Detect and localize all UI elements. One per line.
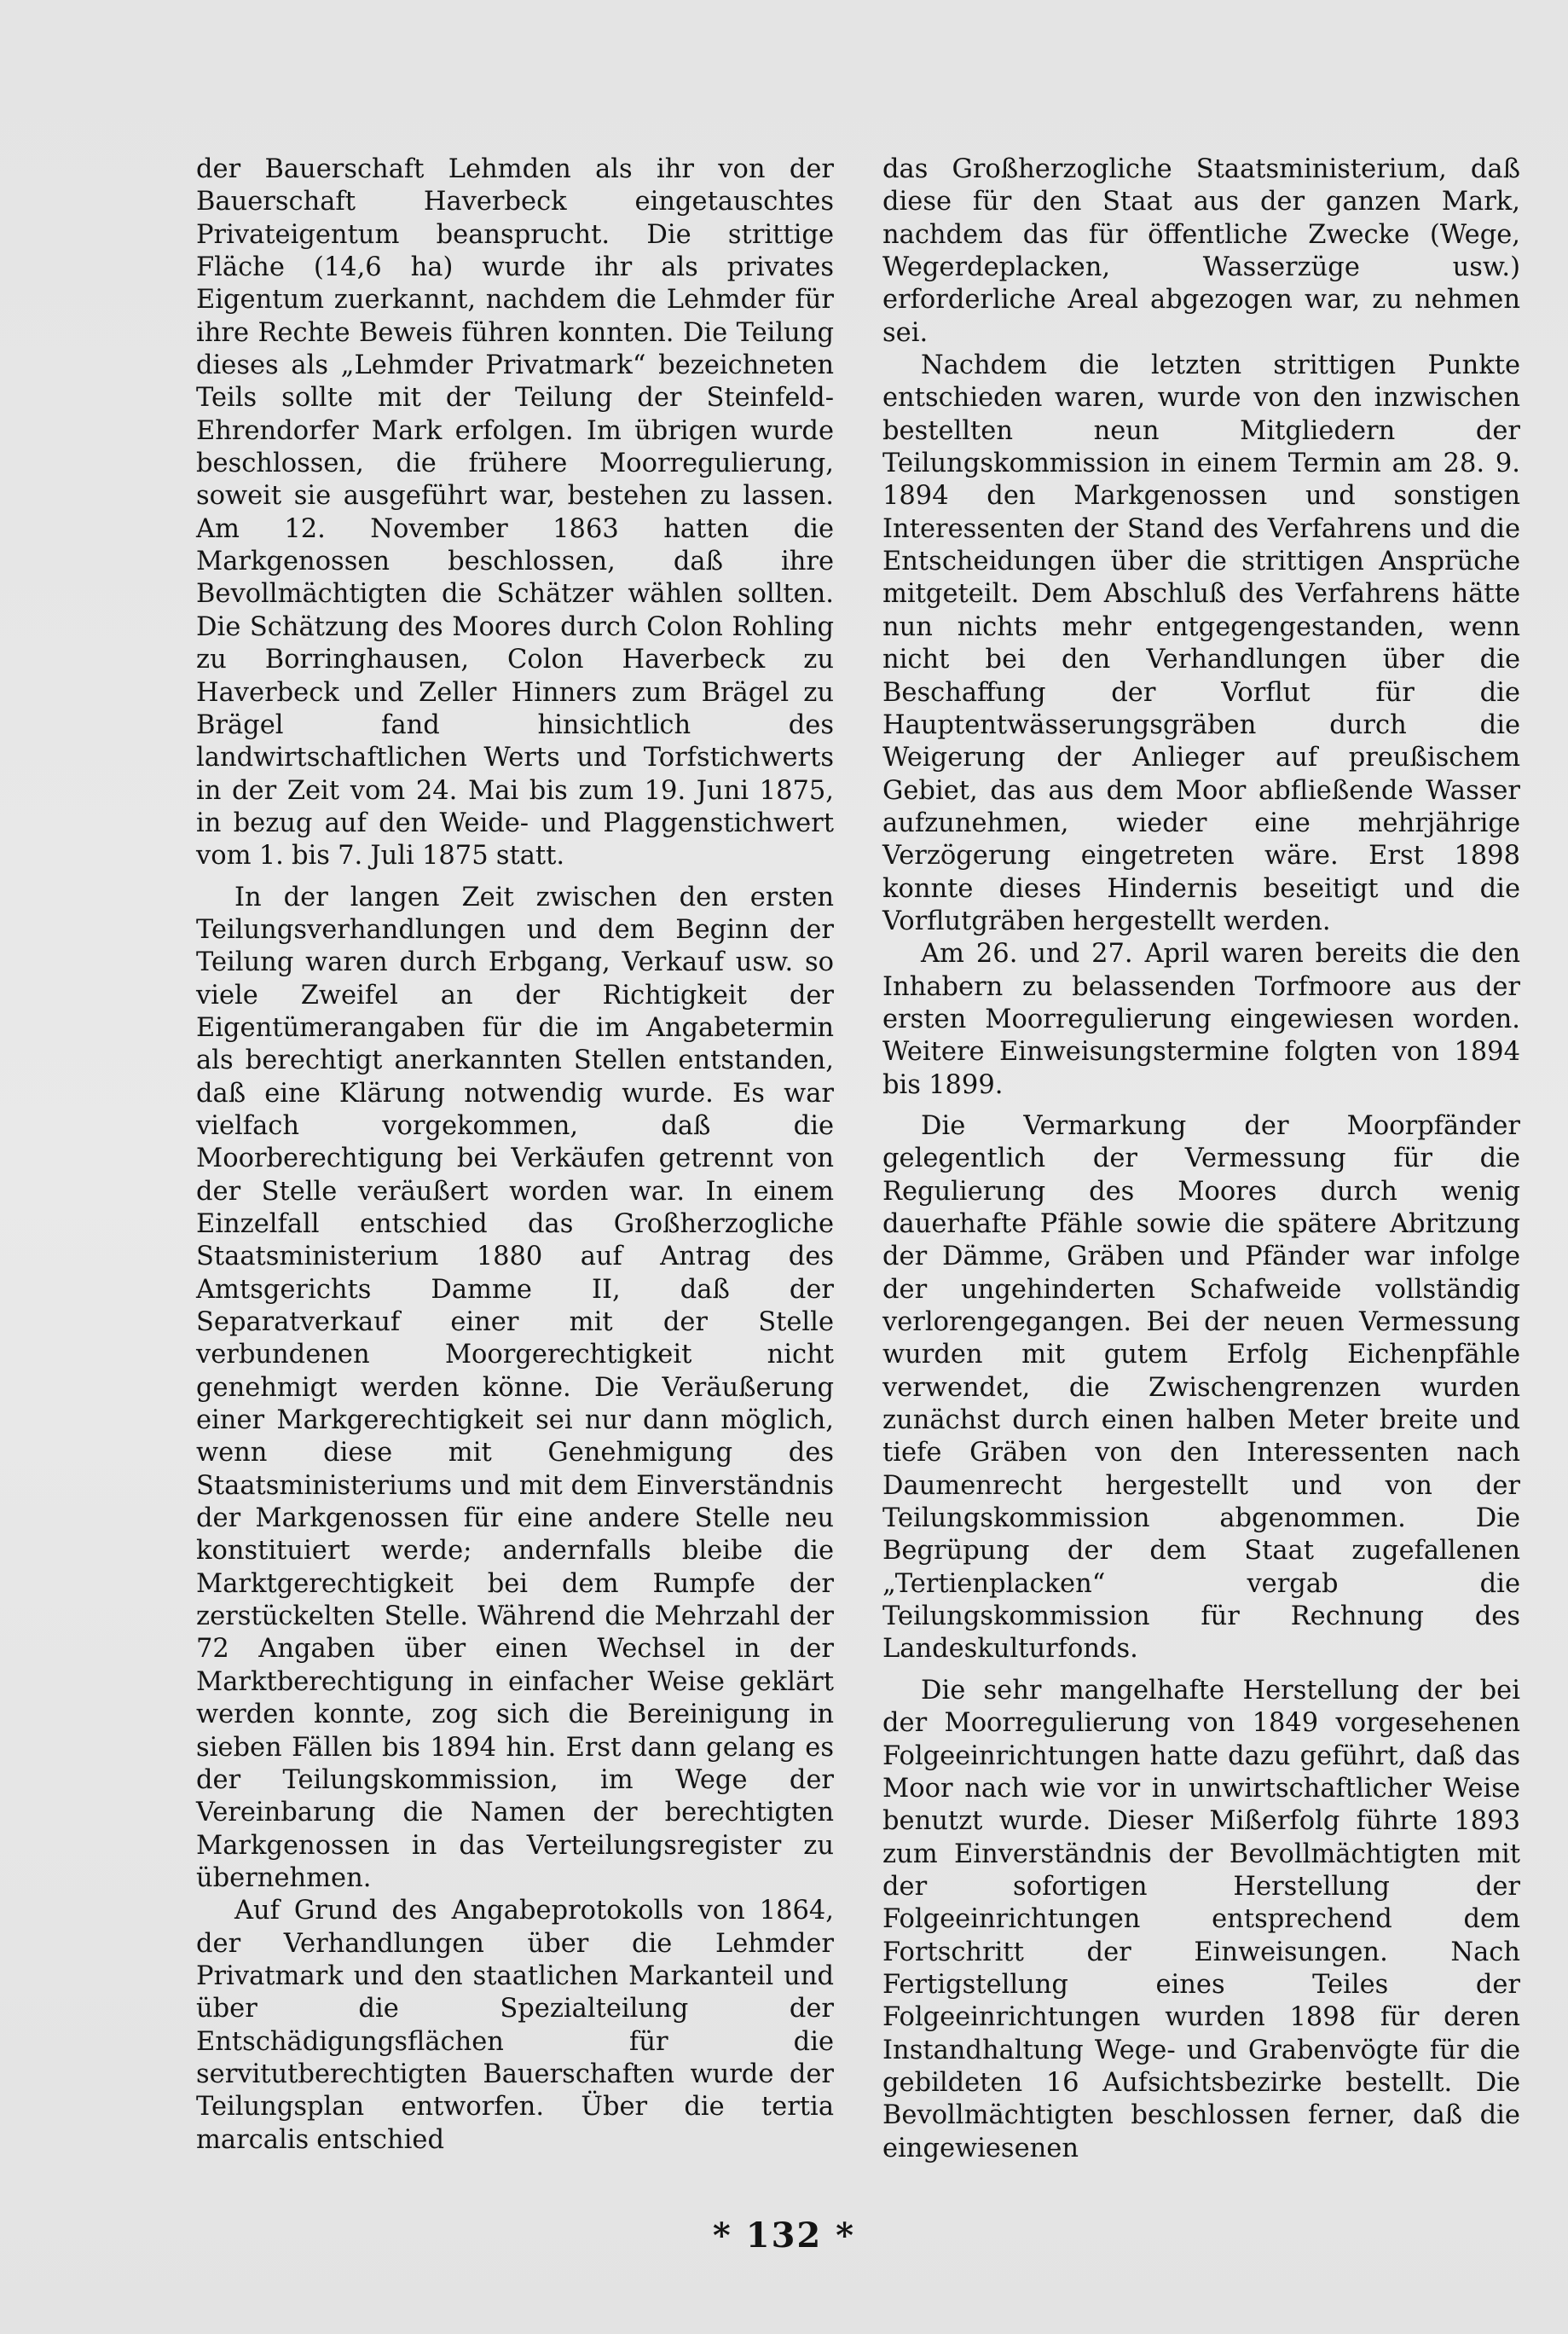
paragraph: das Großherzogliche Staatsministerium, daß diese für den Staat aus der ganzen Mark, nachdem das für öffentliche Zwecke (Wege, Wegerdeplacken, Wasserzüge usw.) erforderliche Areal abgezogen war, zu nehmen sei.: [882, 154, 1520, 348]
paragraph: Am 26. und 27. April waren bereits die den Inhabern zu belassenden Torfmoore aus der ersten Moorregulierung eingewiesen worden. Weitere Einweisungstermine folgten von 1894 bis 1899.: [882, 939, 1520, 1100]
text-column-right: [882, 153, 1520, 2165]
paragraph: Die Vermarkung der Moorpfänder gelegentlich der Vermessung für die Regulierung des Moores durch wenig dauerhafte Pfähle sowie die spätere Abritzung der Dämme, Gräben und Pfänder war infolge der ungehinderten Schafweide vollständig verlorengegangen. Bei der neuen Vermessung wurden mit gutem Erfolg Eichenpfähle verwendet, die Zwischengrenzen wurden zunächst durch einen halben Meter breite und tiefe Gräben von den Interessenten nach Daumenrecht hergestellt und von der Teilungskommission abgenommen. Die Begrüpung der dem Staat zugefallenen „Tertienplacken“ vergab die Teilungskommission für Rechnung des Landeskulturfonds.: [882, 1110, 1520, 1665]
paragraph: Auf Grund des Angabeprotokolls von 1864, der Verhandlungen über die Lehmder Privatmark und den staatlichen Markanteil und über die Spezialteilung der Entschädigungsflächen für die servitutberechtigten Bauerschaften wurde der Teilungsplan entworfen. Über die tertia marcalis entschied: [196, 1896, 834, 2155]
paragraph: Nachdem die letzten strittigen Punkte entschieden waren, wurde von den inzwischen bestellten neun Mitgliedern der Teilungskommission in einem Termin am 28. 9. 1894 den Markgenossen und sonstigen Interessenten der Stand des Verfahrens und die Entscheidungen über die strittigen Ansprüche mitgeteilt. Dem Abschluß des Verfahrens hätte nun nichts mehr entgegengestanden, wenn nicht bei den Verhandlungen über die Beschaffung der Vorflut für die Hauptentwässerungsgräben durch die Weigerung der Anlieger auf preußischem Gebiet, das aus dem Moor abfließende Wasser aufzunehmen, wieder eine mehrjährige Verzögerung eingetreten wäre. Erst 1898 konnte dieses Hindernis beseitigt und die Vorflutgräben hergestellt werden.: [882, 350, 1520, 936]
paragraph: In der langen Zeit zwischen den ersten Teilungsverhandlungen und dem Beginn der Teilung waren durch Erbgang, Verkauf usw. so viele Zweifel an der Richtigkeit der Eigentümerangaben für die im Angabetermin als berechtigt anerkannten Stellen entstanden, daß eine Klärung notwendig wurde. Es war vielfach vorgekommen, daß die Moorberechtigung bei Verkäufen getrennt von der Stelle veräußert worden war. In einem Einzelfall entschied das Großherzogliche Staatsministerium 1880 auf Antrag des Amtsgerichts Damme II, daß der Separatverkauf einer mit der Stelle verbundenen Moorgerechtigkeit nicht genehmigt werden könne. Die Veräußerung einer Markgerechtigkeit sei nur dann möglich, wenn diese mit Genehmigung des Staatsministeriums und mit dem Einverständnis der Markgenossen für eine andere Stelle neu konstituiert werde; andernfalls bleibe die Marktgerechtigkeit bei dem Rumpfe der zerstückelten Stelle. Während die Mehrzahl der 72 Angaben über einen Wechsel in der Marktberechtigung in einfacher Weise geklärt werden konnte, zog sich die Bereinigung in sieben Fällen bis 1894 hin. Erst dann gelang es der Teilungskommission, im Wege der Vereinbarung die Namen der berechtigten Markgenossen in das Verteilungsregister zu übernehmen.: [196, 882, 834, 1893]
text-column-left: [196, 153, 834, 2157]
paragraph: der Bauerschaft Lehmden als ihr von der Bauerschaft Haverbeck eingetauschtes Privateigentum beansprucht. Die strittige Fläche (14,6 ha) wurde ihr als privates Eigentum zuerkannt, nachdem die Lehmder für ihre Rechte Beweis führen konnten. Die Teilung dieses als „Lehmder Privatmark“ bezeichneten Teils sollte mit der Teilung der Steinfeld-Ehrendorfer Mark erfolgen. Im übrigen wurde beschlossen, die frühere Moorregulierung, soweit sie ausgeführt war, bestehen zu lassen. Am 12. November 1863 hatten die Markgenossen beschlossen, daß ihre Bevollmächtigten die Schätzer wählen sollten. Die Schätzung des Moores durch Colon Rohling zu Borringhausen, Colon Haverbeck zu Haverbeck und Zeller Hinners zum Brägel zu Brägel fand hinsichtlich des landwirtschaftlichen Werts und Torfstichwerts in der Zeit vom 24. Mai bis zum 19. Juni 1875, in bezug auf den Weide- und Plaggenstichwert vom 1. bis 7. Juli 1875 statt.: [196, 154, 834, 872]
page-number: * 132 *: [712, 2215, 856, 2256]
paragraph: Die sehr mangelhafte Herstellung der bei der Moorregulierung von 1849 vorgesehenen Folgeeinrichtungen hatte dazu geführt, daß das Moor nach wie vor in unwirtschaftlicher Weise benutzt wurde. Dieser Mißerfolg führte 1893 zum Einverständnis der Bevollmächtigten mit der sofortigen Herstellung der Folgeeinrichtungen entsprechend dem Fortschritt der Einweisungen. Nach Fertigstellung eines Teiles der Folgeeinrichtungen wurden 1898 für deren Instandhaltung Wege- und Grabenvögte für die gebildeten 16 Aufsichtsbezirke bestellt. Die Bevollmächtigten beschlossen ferner, daß die eingewiesenen: [882, 1675, 1520, 2163]
